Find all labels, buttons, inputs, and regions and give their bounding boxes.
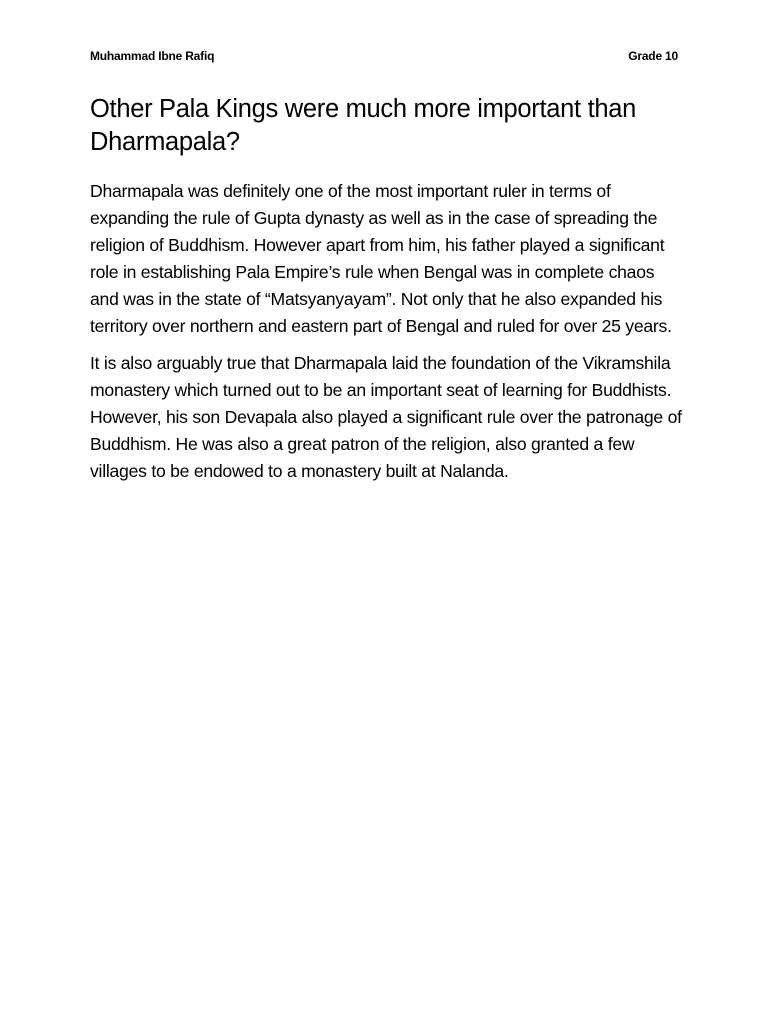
document-body [90,178,682,495]
author-name: Muhammad Ibne Rafiq [90,49,215,63]
paragraph: Dharmapala was definitely one of the most important ruler in terms of expanding the rule of Gupta dynasty as well as in the case of spreading the religion of Buddhism. However apart from him, his father played a significant role in establishing Pala Empire’s rule when Bengal was in complete chaos and was in the state of “Matsyanyayam”. Not only that he also expanded his territory over northern and eastern part of Bengal and ruled for over 25 years. [90,181,672,336]
grade-label: Grade 10 [628,49,678,63]
paragraph: It is also arguably true that Dharmapala laid the foundation of the Vikramshila monastery which turned out to be an important seat of learning for Buddhists. However, his son Devapala also played a significant rule over the patronage of Buddhism. He was also a great patron of the religion, also granted a few villages to be endowed to a monastery built at Nalanda. [90,353,682,481]
page-header [90,46,678,66]
document-title: Other Pala Kings were much more important than Dharmapala? [90,95,637,156]
